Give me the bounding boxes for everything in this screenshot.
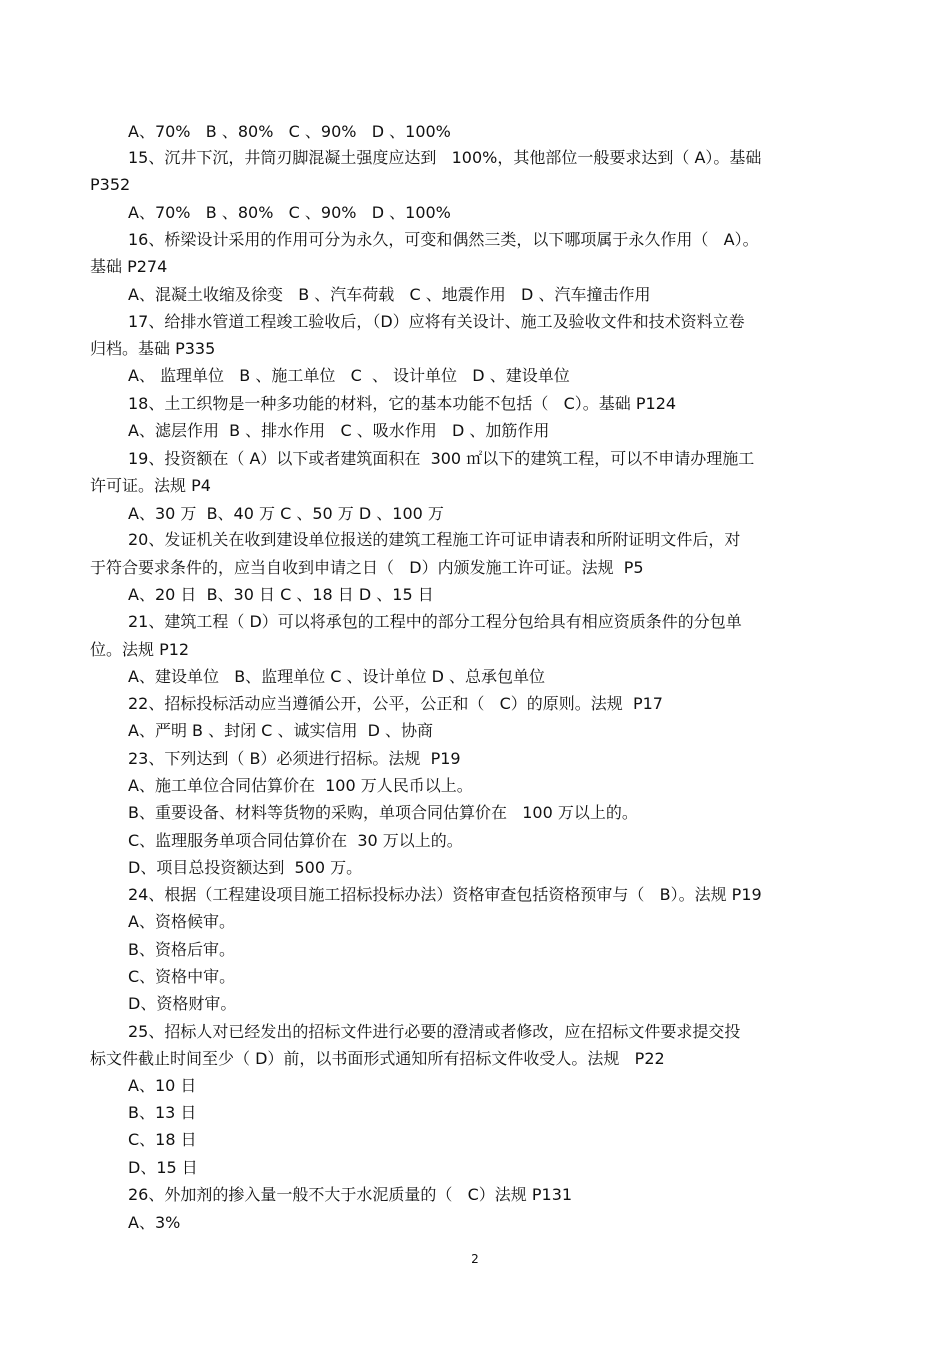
text-line: C、监理服务单项合同估算价在 30 万以上的。 <box>128 831 463 850</box>
text-line: 15、沉井下沉，井筒刃脚混凝土强度应达到 100%，其他部位一般要求达到（ A）。基础 <box>128 148 762 167</box>
text-line: C、资格中审。 <box>128 967 236 986</box>
text-line: 19、投资额在（ A）以下或者建筑面积在 300 ㎡以下的建筑工程，可以不申请办理施工 <box>128 449 755 468</box>
text-line: D、项目总投资额达到 500 万。 <box>128 858 363 877</box>
text-line: A、70% B 、80% C 、90% D 、100% <box>128 122 451 141</box>
text-line: A、建设单位 B、监理单位 C 、设计单位 D 、总承包单位 <box>128 667 546 686</box>
text-line: 归档。基础 P335 <box>90 339 216 358</box>
text-line: 23、下列达到（ B）必须进行招标。法规 P19 <box>128 749 461 768</box>
text-line: A、混凝土收缩及徐变 B 、汽车荷载 C 、地震作用 D 、汽车撞击作用 <box>128 285 651 304</box>
text-line: 基础 P274 <box>90 257 168 276</box>
text-line: P352 <box>90 175 131 194</box>
text-line: 16、桥梁设计采用的作用可分为永久，可变和偶然三类，以下哪项属于永久作用（ A）。 <box>128 230 759 249</box>
text-line: 位。法规 P12 <box>90 640 190 659</box>
text-line: B、重要设备、材料等货物的采购，单项合同估算价在 100 万以上的。 <box>128 803 638 822</box>
text-line: 17、给排水管道工程竣工验收后，（D）应将有关设计、施工及验收文件和技术资料立卷 <box>128 312 745 331</box>
text-line: A、滤层作用 B 、排水作用 C 、吸水作用 D 、加筋作用 <box>128 421 550 440</box>
text-line: B、资格后审。 <box>128 940 235 959</box>
text-line: A、施工单位合同估算价在 100 万人民币以上。 <box>128 776 473 795</box>
text-line: 26、外加剂的掺入量一般不大于水泥质量的（ C）法规 P131 <box>128 1185 573 1204</box>
text-line: C、18 日 <box>128 1130 197 1149</box>
text-line: D、资格财审。 <box>128 994 237 1013</box>
text-line: A、严明 B 、封闭 C 、诚实信用 D 、协商 <box>128 721 434 740</box>
text-line: B、13 日 <box>128 1103 197 1122</box>
text-line: A、10 日 <box>128 1076 197 1095</box>
text-line: D、15 日 <box>128 1158 198 1177</box>
text-line: A、资格候审。 <box>128 912 235 931</box>
text-line: 18、土工织物是一种多功能的材料，它的基本功能不包括（ C）。基础 P124 <box>128 394 677 413</box>
page-number: 2 <box>471 1252 479 1266</box>
text-line: 于符合要求条件的，应当自收到申请之日（ D）内颁发施工许可证。法规 P5 <box>90 558 644 577</box>
text-line: A、3% <box>128 1213 181 1232</box>
text-line: A、30 万 B、40 万 C 、50 万 D 、100 万 <box>128 504 444 523</box>
text-line: 20、发证机关在收到建设单位报送的建筑工程施工许可证申请表和所附证明文件后，对 <box>128 530 741 549</box>
text-line: 24、根据（工程建设项目施工招标投标办法）资格审查包括资格预审与（ B）。法规 P19 <box>128 885 762 904</box>
text-line: 标文件截止时间至少（ D）前，以书面形式通知所有招标文件收受人。法规 P22 <box>90 1049 665 1068</box>
text-line: 22、招标投标活动应当遵循公开，公平，公正和（ C）的原则。法规 P17 <box>128 694 663 713</box>
text-line: A、70% B 、80% C 、90% D 、100% <box>128 203 451 222</box>
text-line: 21、建筑工程（ D）可以将承包的工程中的部分工程分包给具有相应资质条件的分包单 <box>128 612 742 631</box>
text-line: A、 监理单位 B 、施工单位 C 、 设计单位 D 、建设单位 <box>128 366 570 385</box>
text-line: 25、招标人对已经发出的招标文件进行必要的澄清或者修改，应在招标文件要求提交投 <box>128 1022 741 1041</box>
text-line: 许可证。法规 P4 <box>90 476 211 495</box>
text-line: A、20 日 B、30 日 C 、18 日 D 、15 日 <box>128 585 434 604</box>
